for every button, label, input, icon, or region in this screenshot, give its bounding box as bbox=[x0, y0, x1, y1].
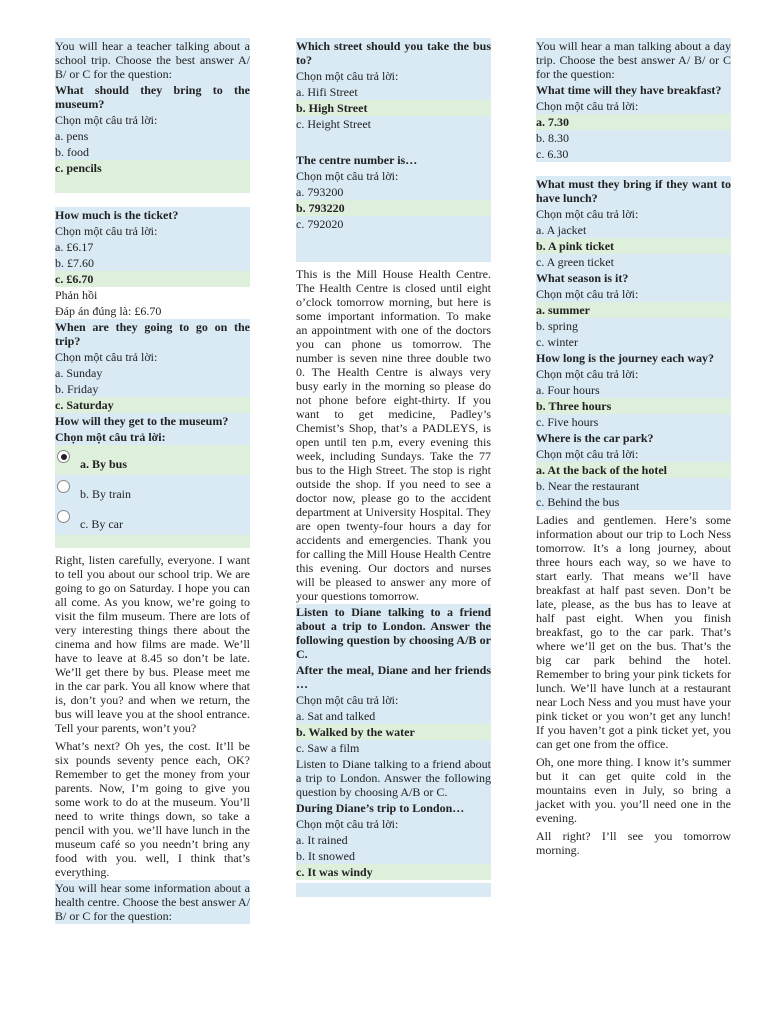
transcript-paragraph: Right, listen carefully, everyone. I want to tell you about our school trip. We are going to go on Saturday. I hope you can all come. As you know, we’re going to visit the film museum. There are lots of very interesting things there about the cinema and how films are made. We’ll have to leave at 8.45 so don’t be late. We’ll get there by bus. Please meet me in the car park. You all know where that is, don’t you? and when we return, the bus will leave you at the shool entrance. Tell your parents, won’t you? bbox=[55, 553, 250, 735]
question-text: After the meal, Diane and her friends … bbox=[296, 663, 491, 691]
question-text: Where is the car park? bbox=[536, 431, 654, 445]
answer-prompt: Chọn một câu trả lời: bbox=[55, 430, 166, 444]
radio-button[interactable] bbox=[57, 480, 70, 493]
option-a[interactable]: a. Hifi Street bbox=[296, 85, 358, 99]
transcript-paragraph: Ladies and gentlemen. Here’s some information about our trip to Loch Ness tomorrow. It’s a long journey, about three hours each way, so we have to start early. That means we’ll have breakfast at half past seven. Don’t be late, please, as the bus has to leave at half past eight. When you finish breakfast, go to the car park. That’s where we’ll get on the bus. That’s the big car park behind the hotel. Remember to bring your pink tickets for lunch. We’ll have lunch at a restaurant near Loch Ness and you must have your pink ticket or you won’t get any lunch! If you haven’t got a pink ticket yet, you can get one from the office. bbox=[536, 513, 731, 751]
option-c[interactable]: c. 792020 bbox=[296, 217, 344, 231]
option-c[interactable]: c. winter bbox=[536, 335, 578, 349]
option-c[interactable]: c. Saw a film bbox=[296, 741, 360, 755]
feedback-label: Phản hồi bbox=[55, 288, 98, 302]
option-c-row[interactable] bbox=[55, 505, 250, 535]
option-a[interactable]: a. A jacket bbox=[536, 223, 587, 237]
option-c-correct[interactable]: c. £6.70 bbox=[55, 272, 94, 286]
option-a[interactable]: a. pens bbox=[55, 129, 89, 143]
transcript-paragraph: All right? I’ll see you tomorrow morning. bbox=[536, 829, 731, 857]
answer-prompt: Chọn một câu trả lời: bbox=[296, 693, 399, 707]
question-text: How much is the ticket? bbox=[55, 208, 179, 222]
option-c[interactable]: c. A green ticket bbox=[536, 255, 614, 269]
option-b[interactable]: b. spring bbox=[536, 319, 578, 333]
option-b-correct[interactable]: b. A pink ticket bbox=[536, 239, 615, 253]
option-b[interactable]: b. £7.60 bbox=[55, 256, 94, 270]
option-a[interactable]: a. Sunday bbox=[55, 366, 103, 380]
option-b[interactable]: b. It snowed bbox=[296, 849, 355, 863]
column-3 bbox=[536, 38, 731, 858]
answer-prompt: Chọn một câu trả lời: bbox=[296, 169, 399, 183]
column-2 bbox=[296, 38, 491, 897]
option-a-label: a. By bus bbox=[80, 457, 128, 471]
question-text: What should they bring to the museum? bbox=[55, 83, 250, 111]
answer-prompt: Chọn một câu trả lời: bbox=[55, 350, 158, 364]
radio-button-selected[interactable] bbox=[57, 450, 70, 463]
option-c-correct[interactable]: c. Saturday bbox=[55, 398, 114, 412]
question-text: The centre number is… bbox=[296, 153, 418, 167]
section-intro: You will hear a man talking about a day trip. Choose the best answer A/ B/ or C for the question: bbox=[536, 39, 731, 81]
answer-prompt: Chọn một câu trả lời: bbox=[536, 99, 639, 113]
option-b-correct[interactable]: b. Three hours bbox=[536, 399, 612, 413]
option-a-correct[interactable]: a. At the back of the hotel bbox=[536, 463, 667, 477]
transcript-paragraph: Oh, one more thing. I know it’s summer but it can get quite cold in the mountains even in July, so bring a jacket with you. you’ll need one in the evening. bbox=[536, 755, 731, 825]
option-a-correct[interactable]: a. summer bbox=[536, 303, 590, 317]
question-text: Which street should you take the bus to? bbox=[296, 39, 491, 67]
answer-prompt: Chọn một câu trả lời: bbox=[55, 224, 158, 238]
section-intro: You will hear a teacher talking about a school trip. Choose the best answer A/ B/ or C for the question: bbox=[55, 39, 250, 81]
option-c[interactable]: c. Five hours bbox=[536, 415, 599, 429]
question-text: What must they bring if they want to have lunch? bbox=[536, 177, 731, 205]
option-a[interactable]: a. 793200 bbox=[296, 185, 344, 199]
answer-prompt: Chọn một câu trả lời: bbox=[536, 287, 639, 301]
option-a-row[interactable] bbox=[55, 445, 250, 475]
option-b-correct[interactable]: b. Walked by the water bbox=[296, 725, 415, 739]
option-c[interactable]: c. 6.30 bbox=[536, 147, 569, 161]
question-text: How will they get to the museum? bbox=[55, 414, 229, 428]
correct-answer-text: Đáp án đúng là: £6.70 bbox=[55, 304, 162, 318]
option-a-correct[interactable]: a. 7.30 bbox=[536, 115, 569, 129]
option-b-label: b. By train bbox=[80, 487, 131, 501]
option-b-correct[interactable]: b. 793220 bbox=[296, 201, 345, 215]
transcript-paragraph: This is the Mill House Health Centre. The Health Centre is closed until eight o’clock tomorrow morning, but here is some important information. To make an appointment with one of the doctors you can phone us tomorrow. The number is seven nine three double two 0. The Health Centre is always very busy early in the morning so please do not phone before eight-thirty. If you want to get medicine, Padley’s Chemist’s Shop, that’s a PADLEYS, is open until ten p.m, every evening this week, including Sundays. Take the 77 bus to the High Street. The stop is right outside the shop. If you need to see a doctor now, please go to the accident department at University Hospital. They are open twenty-four hours a day for accidents and emergencies. Thank you for calling the Mill House Health Centre this evening. Our doctors and nurses will be pleased to answer any more of your questions tomorrow. bbox=[296, 267, 491, 603]
option-b[interactable]: b. food bbox=[55, 145, 89, 159]
answer-prompt: Chọn một câu trả lời: bbox=[536, 207, 639, 221]
answer-prompt: Chọn một câu trả lời: bbox=[296, 817, 399, 831]
question-text: When are they going to go on the trip? bbox=[55, 320, 250, 348]
answer-prompt: Chọn một câu trả lời: bbox=[536, 447, 639, 461]
option-c[interactable]: c. Height Street bbox=[296, 117, 371, 131]
option-b[interactable]: b. Friday bbox=[55, 382, 99, 396]
column-1 bbox=[55, 38, 250, 924]
question-text: What season is it? bbox=[536, 271, 629, 285]
option-a[interactable]: a. Four hours bbox=[536, 383, 600, 397]
section-intro: Listen to Diane talking to a friend about a trip to London. Answer the following question by choosing A/B or C. bbox=[296, 605, 491, 661]
option-c-correct[interactable]: c. It was windy bbox=[296, 865, 373, 879]
option-b-correct[interactable]: b. High Street bbox=[296, 101, 368, 115]
option-a[interactable]: a. Sat and talked bbox=[296, 709, 376, 723]
section-intro: You will hear some information about a health centre. Choose the best answer A/ B/ or C for the question: bbox=[55, 881, 250, 923]
answer-prompt: Chọn một câu trả lời: bbox=[536, 367, 639, 381]
answer-prompt: Chọn một câu trả lời: bbox=[55, 113, 158, 127]
option-b[interactable]: b. 8.30 bbox=[536, 131, 569, 145]
question-text: During Diane’s trip to London… bbox=[296, 801, 465, 815]
option-c-label: c. By car bbox=[80, 517, 123, 531]
option-a[interactable]: a. £6.17 bbox=[55, 240, 94, 254]
option-b[interactable]: b. Near the restaurant bbox=[536, 479, 640, 493]
question-text: How long is the journey each way? bbox=[536, 351, 714, 365]
answer-prompt: Chọn một câu trả lời: bbox=[296, 69, 399, 83]
radio-button[interactable] bbox=[57, 510, 70, 523]
section-intro: Listen to Diane talking to a friend about a trip to London. Answer the following question by choosing A/B or C. bbox=[296, 757, 491, 799]
option-a[interactable]: a. It rained bbox=[296, 833, 348, 847]
transcript-paragraph: What’s next? Oh yes, the cost. It’ll be six pounds seventy pence each, OK? Remember to get the money from your parents. Now, I’m going to give you some work to do at the museum. You’ll need to write things down, so take a pencil with you. we’ll have lunch in the museum café so you needn’t bring any food with you. well, I think that’s everything. bbox=[55, 739, 250, 879]
option-b-row[interactable] bbox=[55, 475, 250, 505]
question-text: What time will they have breakfast? bbox=[536, 83, 722, 97]
option-c-correct[interactable]: c. pencils bbox=[55, 161, 102, 175]
option-c[interactable]: c. Behind the bus bbox=[536, 495, 620, 509]
